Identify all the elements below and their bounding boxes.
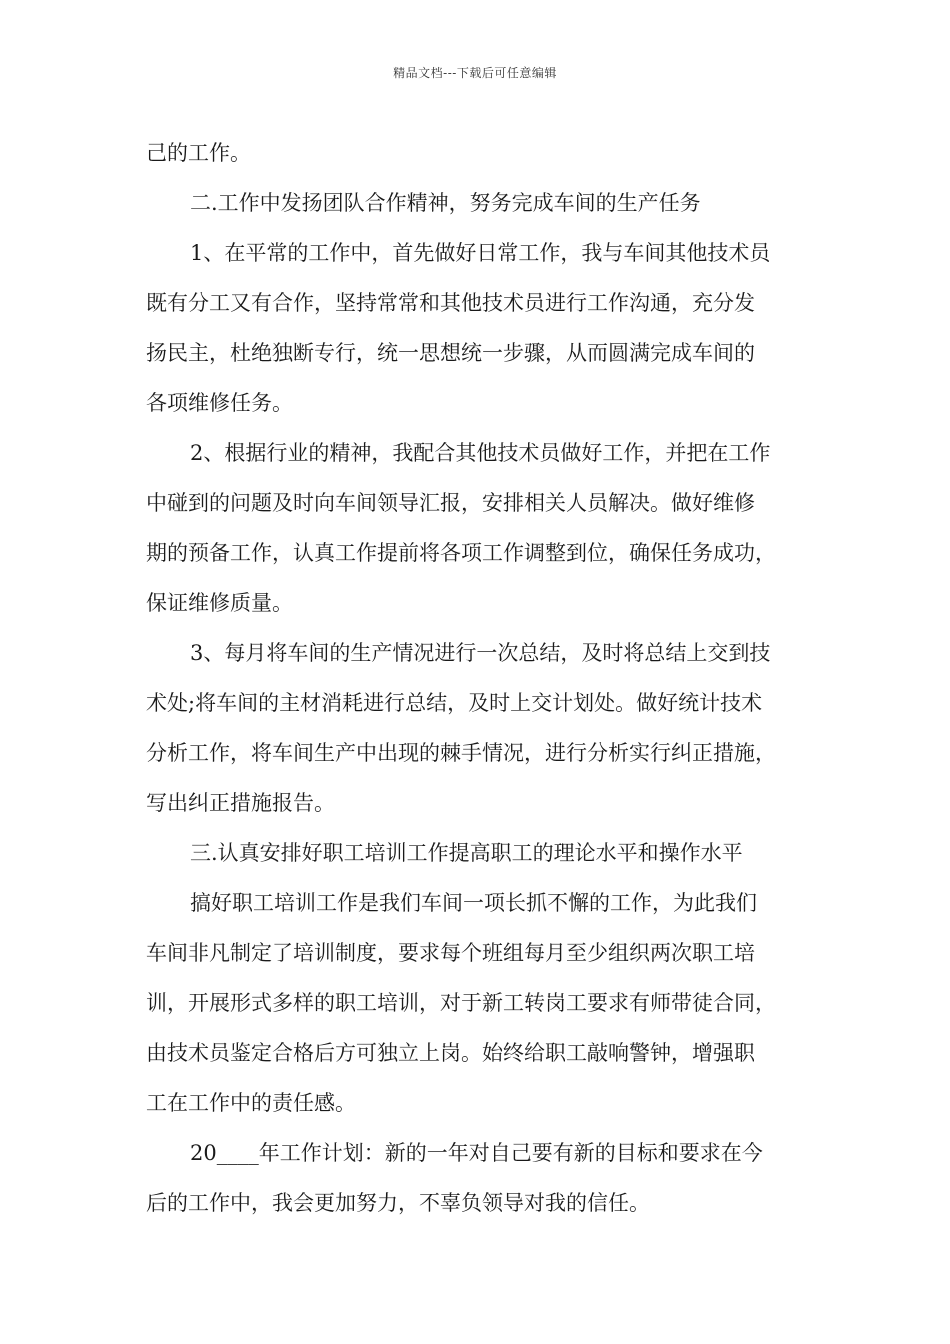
text-line: 期的预备工作，认真工作提前将各项工作调整到位，确保任务成功，: [146, 541, 776, 565]
text-line: 写出纠正措施报告。: [146, 791, 335, 815]
text-line: 由技术员鉴定合格后方可独立上岗。始终给职工敲响警钟，增强职: [146, 1041, 755, 1065]
text-line: 术处;将车间的主材消耗进行总结，及时上交计划处。做好统计技术: [146, 691, 763, 715]
text-line: 分析工作，将车间生产中出现的棘手情况，进行分析实行纠正措施，: [146, 741, 776, 765]
text-line: 2、根据行业的精神，我配合其他技术员做好工作，并把在工作: [190, 441, 771, 465]
text-line: 扬民主，杜绝独断专行，统一思想统一步骤，从而圆满完成车间的: [146, 341, 755, 365]
text-line: 工在工作中的责任感。: [146, 1091, 356, 1115]
text-line: 车间非凡制定了培训制度，要求每个班组每月至少组织两次职工培: [146, 941, 755, 965]
text-line: 训，开展形式多样的职工培训，对于新工转岗工要求有师带徒合同，: [146, 991, 776, 1015]
text-line: 1、在平常的工作中，首先做好日常工作，我与车间其他技术员: [190, 241, 771, 265]
section-heading: 二.工作中发扬团队合作精神，努务完成车间的生产任务: [190, 191, 701, 215]
text-line: 保证维修质量。: [146, 591, 293, 615]
text-line: 搞好职工培训工作是我们车间一项长抓不懈的工作，为此我们: [190, 891, 757, 915]
text-line: 3、每月将车间的生产情况进行一次总结，及时将总结上交到技: [190, 641, 771, 665]
text-line: 既有分工又有合作，坚持常常和其他技术员进行工作沟通，充分发: [146, 291, 755, 315]
text-line: 20____年工作计划：新的一年对自己要有新的目标和要求在今: [190, 1141, 763, 1165]
text-line: 中碰到的问题及时向车间领导汇报，安排相关人员解决。做好维修: [146, 491, 755, 515]
text-line: 后的工作中，我会更加努力，不辜负领导对我的信任。: [146, 1191, 650, 1215]
text-line: 己的工作。: [146, 141, 251, 165]
page-header: 精品文档---下载后可任意编辑: [393, 66, 557, 80]
text-line: 各项维修任务。: [146, 391, 293, 415]
section-heading: 三.认真安排好职工培训工作提高职工的理论水平和操作水平: [190, 841, 743, 865]
document-body: [146, 128, 808, 1228]
